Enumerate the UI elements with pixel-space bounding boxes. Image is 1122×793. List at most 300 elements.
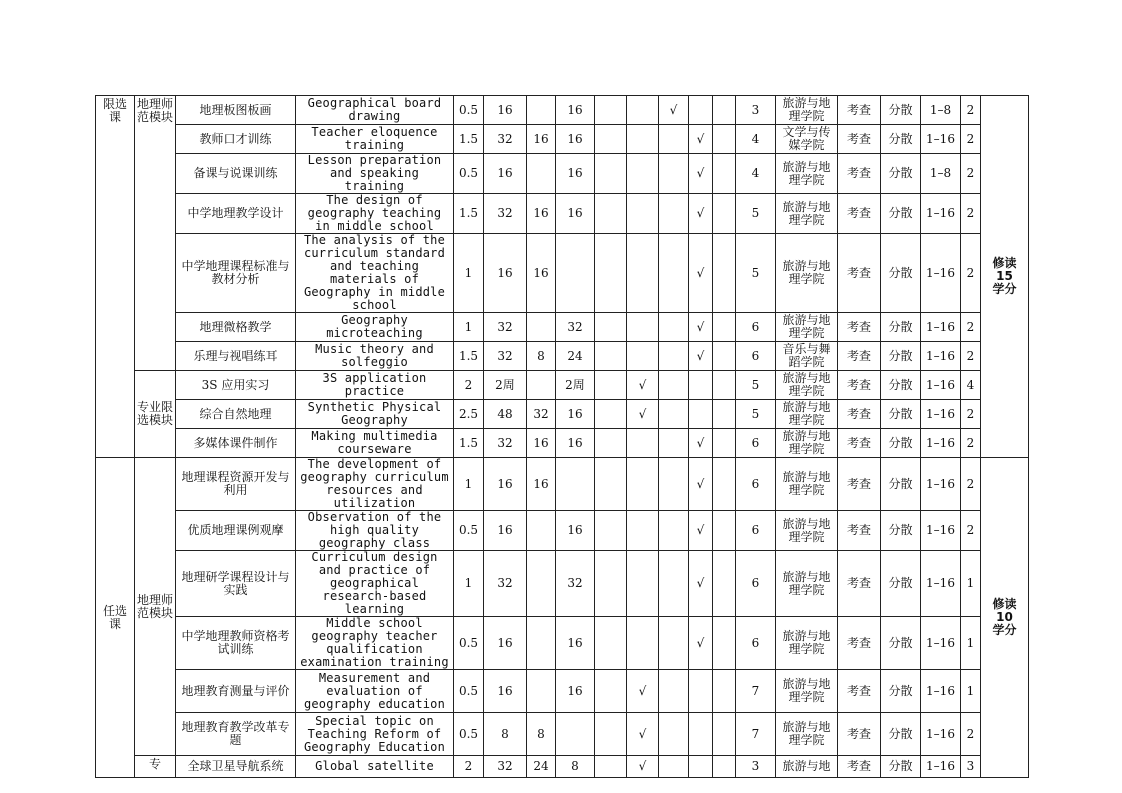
schedule-mode-cell: 分散: [881, 371, 921, 400]
course-name-cn: 地理教育教学改革专题: [176, 713, 296, 756]
category-label: 任选课: [102, 603, 127, 631]
college-cell: 旅游与地理学院: [776, 400, 838, 429]
semester-cell: 5: [736, 234, 776, 313]
exam-type-cell: 考查: [838, 194, 881, 234]
exam-type-cell: 考查: [838, 551, 881, 617]
weekly-hours-cell: 2: [961, 342, 981, 371]
credit-requirement-line: 修读: [992, 256, 1017, 270]
module-label: 地理师范模块: [137, 97, 174, 124]
course-name-en: Synthetic Physical Geography: [296, 400, 454, 429]
lecture-hours-cell: 16: [527, 234, 556, 313]
course-name-en: Making multimedia courseware: [296, 429, 454, 458]
college-cell: 旅游与地理学院: [776, 371, 838, 400]
course-table: [95, 95, 1029, 778]
mark-cell-1: [595, 458, 627, 511]
mark-cell-2: [627, 429, 659, 458]
mark-cell-1: [595, 617, 627, 670]
credit-cell: 1: [454, 551, 484, 617]
lecture-hours-cell: [527, 371, 556, 400]
semester-cell: 7: [736, 713, 776, 756]
weekly-hours-cell: 2: [961, 154, 981, 194]
college-cell: 旅游与地: [776, 756, 838, 778]
credit-cell: 1.5: [454, 194, 484, 234]
mark-cell-3: [659, 617, 689, 670]
credit-cell: 0.5: [454, 96, 484, 125]
weeks-cell: 1–16: [921, 125, 961, 154]
course-name-cn: 地理课程资源开发与利用: [176, 458, 296, 511]
credit-cell: 0.5: [454, 154, 484, 194]
mark-cell-4: [689, 371, 713, 400]
college-cell: 旅游与地理学院: [776, 713, 838, 756]
schedule-mode-cell: 分散: [881, 96, 921, 125]
mark-cell-1: [595, 713, 627, 756]
college-cell: 旅游与地理学院: [776, 154, 838, 194]
course-name-cn: 多媒体课件制作: [176, 429, 296, 458]
mark-cell-5: [713, 670, 736, 713]
mark-cell-5: [713, 458, 736, 511]
course-name-cn: 地理板图板画: [176, 96, 296, 125]
credit-cell: 1.5: [454, 429, 484, 458]
exam-type-cell: 考查: [838, 313, 881, 342]
table-row: [96, 670, 1029, 713]
total-hours-cell: 32: [484, 313, 527, 342]
schedule-mode-cell: 分散: [881, 234, 921, 313]
total-hours-cell: 32: [484, 429, 527, 458]
mark-cell-2: [627, 194, 659, 234]
table-row: [96, 429, 1029, 458]
total-hours-cell: 2周: [484, 371, 527, 400]
mark-cell-2: [627, 125, 659, 154]
course-name-en: Teacher eloquence training: [296, 125, 454, 154]
course-name-en: Geographical board drawing: [296, 96, 454, 125]
credit-cell: 0.5: [454, 617, 484, 670]
mark-cell-1: [595, 511, 627, 551]
mark-cell-1: [595, 125, 627, 154]
course-name-cn: 地理研学课程设计与实践: [176, 551, 296, 617]
semester-cell: 6: [736, 617, 776, 670]
weeks-cell: 1–8: [921, 96, 961, 125]
practice-hours-cell: 2周: [556, 371, 595, 400]
course-name-cn: 乐理与视唱练耳: [176, 342, 296, 371]
weekly-hours-cell: 2: [961, 96, 981, 125]
course-name-en: Global satellite: [296, 756, 454, 778]
mark-cell-3: [659, 342, 689, 371]
weekly-hours-cell: 2: [961, 458, 981, 511]
college-cell: 旅游与地理学院: [776, 234, 838, 313]
mark-cell-3: [659, 371, 689, 400]
table-row: [96, 617, 1029, 670]
course-name-en: Lesson preparation and speaking training: [296, 154, 454, 194]
total-hours-cell: 48: [484, 400, 527, 429]
exam-type-cell: 考查: [838, 96, 881, 125]
mark-cell-3: [659, 756, 689, 778]
course-name-cn: 综合自然地理: [176, 400, 296, 429]
mark-cell-4: [689, 713, 713, 756]
exam-type-cell: 考查: [838, 429, 881, 458]
mark-cell-4: √: [689, 234, 713, 313]
total-hours-cell: 32: [484, 125, 527, 154]
course-name-cn: 备课与说课训练: [176, 154, 296, 194]
exam-type-cell: 考查: [838, 234, 881, 313]
mark-cell-2: √: [627, 400, 659, 429]
weekly-hours-cell: 2: [961, 125, 981, 154]
weekly-hours-cell: 2: [961, 234, 981, 313]
weekly-hours-cell: 2: [961, 713, 981, 756]
mark-cell-3: [659, 511, 689, 551]
weekly-hours-cell: 1: [961, 617, 981, 670]
course-name-en: The analysis of the curriculum standard and teaching materials of Geography in middle school: [296, 234, 454, 313]
schedule-mode-cell: 分散: [881, 713, 921, 756]
mark-cell-5: [713, 511, 736, 551]
total-hours-cell: 16: [484, 154, 527, 194]
mark-cell-4: √: [689, 551, 713, 617]
schedule-mode-cell: 分散: [881, 551, 921, 617]
credit-cell: 0.5: [454, 670, 484, 713]
lecture-hours-cell: [527, 670, 556, 713]
weeks-cell: 1–16: [921, 234, 961, 313]
total-hours-cell: 16: [484, 234, 527, 313]
mark-cell-5: [713, 194, 736, 234]
semester-cell: 7: [736, 670, 776, 713]
mark-cell-3: [659, 154, 689, 194]
mark-cell-4: √: [689, 458, 713, 511]
mark-cell-3: [659, 194, 689, 234]
lecture-hours-cell: [527, 617, 556, 670]
weeks-cell: 1–16: [921, 617, 961, 670]
weeks-cell: 1–16: [921, 511, 961, 551]
practice-hours-cell: [556, 713, 595, 756]
course-name-en: The design of geography teaching in middle school: [296, 194, 454, 234]
semester-cell: 4: [736, 154, 776, 194]
table-row: [96, 511, 1029, 551]
weeks-cell: 1–16: [921, 670, 961, 713]
table-row: [96, 713, 1029, 756]
course-name-en: Observation of the high quality geography class: [296, 511, 454, 551]
credit-requirement-line: 学分: [992, 282, 1017, 296]
practice-hours-cell: [556, 234, 595, 313]
mark-cell-1: [595, 371, 627, 400]
semester-cell: 6: [736, 429, 776, 458]
mark-cell-1: [595, 400, 627, 429]
weekly-hours-cell: 1: [961, 670, 981, 713]
mark-cell-2: [627, 551, 659, 617]
college-cell: 旅游与地理学院: [776, 458, 838, 511]
course-name-en: Special topic on Teaching Reform of Geography Education: [296, 713, 454, 756]
course-name-en: Geography microteaching: [296, 313, 454, 342]
college-cell: 旅游与地理学院: [776, 511, 838, 551]
mark-cell-2: [627, 617, 659, 670]
mark-cell-2: [627, 313, 659, 342]
table-row: [96, 313, 1029, 342]
exam-type-cell: 考查: [838, 154, 881, 194]
lecture-hours-cell: [527, 511, 556, 551]
credit-cell: 1.5: [454, 125, 484, 154]
lecture-hours-cell: [527, 313, 556, 342]
mark-cell-3: [659, 400, 689, 429]
exam-type-cell: 考查: [838, 125, 881, 154]
mark-cell-4: [689, 96, 713, 125]
practice-hours-cell: 16: [556, 429, 595, 458]
mark-cell-2: [627, 234, 659, 313]
credit-cell: 1: [454, 313, 484, 342]
credit-cell: 1: [454, 458, 484, 511]
mark-cell-1: [595, 670, 627, 713]
credit-requirement-line: 10: [996, 610, 1013, 624]
lecture-hours-cell: 32: [527, 400, 556, 429]
module-cell: [135, 96, 176, 371]
semester-cell: 4: [736, 125, 776, 154]
schedule-mode-cell: 分散: [881, 342, 921, 371]
credit-requirement-line: 学分: [992, 623, 1017, 637]
course-name-cn: 地理教育测量与评价: [176, 670, 296, 713]
schedule-mode-cell: 分散: [881, 313, 921, 342]
course-name-cn: 教师口才训练: [176, 125, 296, 154]
mark-cell-3: [659, 313, 689, 342]
mark-cell-1: [595, 96, 627, 125]
mark-cell-1: [595, 756, 627, 778]
mark-cell-3: [659, 713, 689, 756]
credit-requirement-line: 15: [996, 269, 1013, 283]
table-row: [96, 96, 1029, 125]
mark-cell-3: √: [659, 96, 689, 125]
mark-cell-4: [689, 756, 713, 778]
mark-cell-5: [713, 617, 736, 670]
total-hours-cell: 16: [484, 458, 527, 511]
semester-cell: 5: [736, 194, 776, 234]
semester-cell: 3: [736, 756, 776, 778]
practice-hours-cell: 16: [556, 670, 595, 713]
table-row: [96, 551, 1029, 617]
weeks-cell: 1–16: [921, 458, 961, 511]
table-row: [96, 125, 1029, 154]
lecture-hours-cell: 16: [527, 194, 556, 234]
mark-cell-5: [713, 154, 736, 194]
mark-cell-1: [595, 234, 627, 313]
mark-cell-2: [627, 342, 659, 371]
module-cell: [135, 371, 176, 458]
exam-type-cell: 考查: [838, 371, 881, 400]
lecture-hours-cell: [527, 96, 556, 125]
semester-cell: 6: [736, 551, 776, 617]
weeks-cell: 1–16: [921, 756, 961, 778]
mark-cell-2: [627, 96, 659, 125]
weekly-hours-cell: 2: [961, 313, 981, 342]
mark-cell-5: [713, 429, 736, 458]
mark-cell-4: √: [689, 125, 713, 154]
course-name-en: Middle school geography teacher qualification examination training: [296, 617, 454, 670]
module-cell: [135, 458, 176, 756]
semester-cell: 5: [736, 371, 776, 400]
schedule-mode-cell: 分散: [881, 617, 921, 670]
college-cell: 旅游与地理学院: [776, 551, 838, 617]
lecture-hours-cell: 8: [527, 342, 556, 371]
schedule-mode-cell: 分散: [881, 511, 921, 551]
exam-type-cell: 考查: [838, 670, 881, 713]
semester-cell: 6: [736, 313, 776, 342]
mark-cell-3: [659, 429, 689, 458]
mark-cell-4: √: [689, 511, 713, 551]
mark-cell-4: √: [689, 342, 713, 371]
exam-type-cell: 考查: [838, 713, 881, 756]
mark-cell-1: [595, 342, 627, 371]
credit-cell: 1: [454, 234, 484, 313]
total-hours-cell: 32: [484, 551, 527, 617]
mark-cell-3: [659, 670, 689, 713]
course-name-cn: 全球卫星导航系统: [176, 756, 296, 778]
credit-cell: 0.5: [454, 511, 484, 551]
mark-cell-2: [627, 511, 659, 551]
mark-cell-5: [713, 96, 736, 125]
course-name-cn: 3S 应用实习: [176, 371, 296, 400]
total-hours-cell: 32: [484, 194, 527, 234]
category-cell: [96, 96, 135, 458]
mark-cell-3: [659, 234, 689, 313]
course-name-en: The development of geography curriculum resources and utilization: [296, 458, 454, 511]
category-label: 限选课: [102, 97, 127, 124]
weeks-cell: 1–16: [921, 429, 961, 458]
weekly-hours-cell: 4: [961, 371, 981, 400]
schedule-mode-cell: 分散: [881, 756, 921, 778]
mark-cell-3: [659, 125, 689, 154]
table-row: [96, 458, 1029, 511]
credit-cell: 0.5: [454, 713, 484, 756]
practice-hours-cell: 16: [556, 125, 595, 154]
mark-cell-1: [595, 194, 627, 234]
credit-cell: 1.5: [454, 342, 484, 371]
total-hours-cell: 16: [484, 670, 527, 713]
weeks-cell: 1–16: [921, 400, 961, 429]
mark-cell-5: [713, 551, 736, 617]
mark-cell-1: [595, 313, 627, 342]
total-hours-cell: 16: [484, 511, 527, 551]
schedule-mode-cell: 分散: [881, 429, 921, 458]
college-cell: 旅游与地理学院: [776, 670, 838, 713]
module-label: 专业限选模块: [137, 400, 174, 427]
weekly-hours-cell: 3: [961, 756, 981, 778]
schedule-mode-cell: 分散: [881, 125, 921, 154]
mark-cell-3: [659, 458, 689, 511]
mark-cell-4: √: [689, 617, 713, 670]
weeks-cell: 1–16: [921, 194, 961, 234]
lecture-hours-cell: 24: [527, 756, 556, 778]
exam-type-cell: 考查: [838, 617, 881, 670]
credit-requirement-cell: [981, 96, 1029, 458]
weeks-cell: 1–16: [921, 313, 961, 342]
category-cell: [96, 458, 135, 778]
weeks-cell: 1–16: [921, 342, 961, 371]
module-cell: [135, 756, 176, 778]
table-row: [96, 400, 1029, 429]
semester-cell: 6: [736, 458, 776, 511]
mark-cell-5: [713, 371, 736, 400]
lecture-hours-cell: [527, 154, 556, 194]
course-name-en: Measurement and evaluation of geography education: [296, 670, 454, 713]
exam-type-cell: 考查: [838, 511, 881, 551]
mark-cell-2: √: [627, 756, 659, 778]
course-name-cn: 中学地理课程标准与教材分析: [176, 234, 296, 313]
table-row: [96, 234, 1029, 313]
mark-cell-1: [595, 551, 627, 617]
table-row: [96, 194, 1029, 234]
table-row: [96, 371, 1029, 400]
semester-cell: 6: [736, 342, 776, 371]
table-row: [96, 342, 1029, 371]
college-cell: 旅游与地理学院: [776, 429, 838, 458]
module-label: 地理师范模块: [137, 592, 174, 620]
weeks-cell: 1–8: [921, 154, 961, 194]
total-hours-cell: 16: [484, 96, 527, 125]
course-name-cn: 中学地理教学设计: [176, 194, 296, 234]
lecture-hours-cell: 8: [527, 713, 556, 756]
mark-cell-4: [689, 670, 713, 713]
lecture-hours-cell: 16: [527, 458, 556, 511]
exam-type-cell: 考查: [838, 756, 881, 778]
schedule-mode-cell: 分散: [881, 670, 921, 713]
weekly-hours-cell: 2: [961, 511, 981, 551]
mark-cell-5: [713, 756, 736, 778]
practice-hours-cell: 24: [556, 342, 595, 371]
exam-type-cell: 考查: [838, 400, 881, 429]
credit-cell: 2: [454, 756, 484, 778]
mark-cell-5: [713, 125, 736, 154]
mark-cell-5: [713, 234, 736, 313]
mark-cell-2: [627, 458, 659, 511]
course-name-cn: 优质地理课例观摩: [176, 511, 296, 551]
mark-cell-1: [595, 154, 627, 194]
mark-cell-5: [713, 313, 736, 342]
mark-cell-2: √: [627, 713, 659, 756]
semester-cell: 5: [736, 400, 776, 429]
credit-requirement-cell: [981, 458, 1029, 778]
weekly-hours-cell: 2: [961, 194, 981, 234]
weeks-cell: 1–16: [921, 551, 961, 617]
mark-cell-4: [689, 400, 713, 429]
mark-cell-4: √: [689, 429, 713, 458]
practice-hours-cell: 16: [556, 96, 595, 125]
course-name-cn: 地理微格教学: [176, 313, 296, 342]
practice-hours-cell: 16: [556, 617, 595, 670]
table-row: [96, 154, 1029, 194]
table-row: [96, 756, 1029, 778]
weekly-hours-cell: 1: [961, 551, 981, 617]
lecture-hours-cell: 16: [527, 429, 556, 458]
credit-requirement-line: 修读: [992, 597, 1017, 611]
total-hours-cell: 32: [484, 756, 527, 778]
total-hours-cell: 8: [484, 713, 527, 756]
college-cell: 文学与传媒学院: [776, 125, 838, 154]
practice-hours-cell: 16: [556, 400, 595, 429]
weeks-cell: 1–16: [921, 713, 961, 756]
college-cell: 旅游与地理学院: [776, 313, 838, 342]
weekly-hours-cell: 2: [961, 429, 981, 458]
course-name-en: Curriculum design and practice of geographical research-based learning: [296, 551, 454, 617]
semester-cell: 3: [736, 96, 776, 125]
total-hours-cell: 32: [484, 342, 527, 371]
schedule-mode-cell: 分散: [881, 154, 921, 194]
total-hours-cell: 16: [484, 617, 527, 670]
course-name-cn: 中学地理教师资格考试训练: [176, 617, 296, 670]
lecture-hours-cell: [527, 551, 556, 617]
practice-hours-cell: 16: [556, 194, 595, 234]
mark-cell-4: √: [689, 154, 713, 194]
mark-cell-2: √: [627, 670, 659, 713]
practice-hours-cell: 32: [556, 313, 595, 342]
schedule-mode-cell: 分散: [881, 400, 921, 429]
semester-cell: 6: [736, 511, 776, 551]
credit-cell: 2: [454, 371, 484, 400]
schedule-mode-cell: 分散: [881, 458, 921, 511]
college-cell: 旅游与地理学院: [776, 96, 838, 125]
